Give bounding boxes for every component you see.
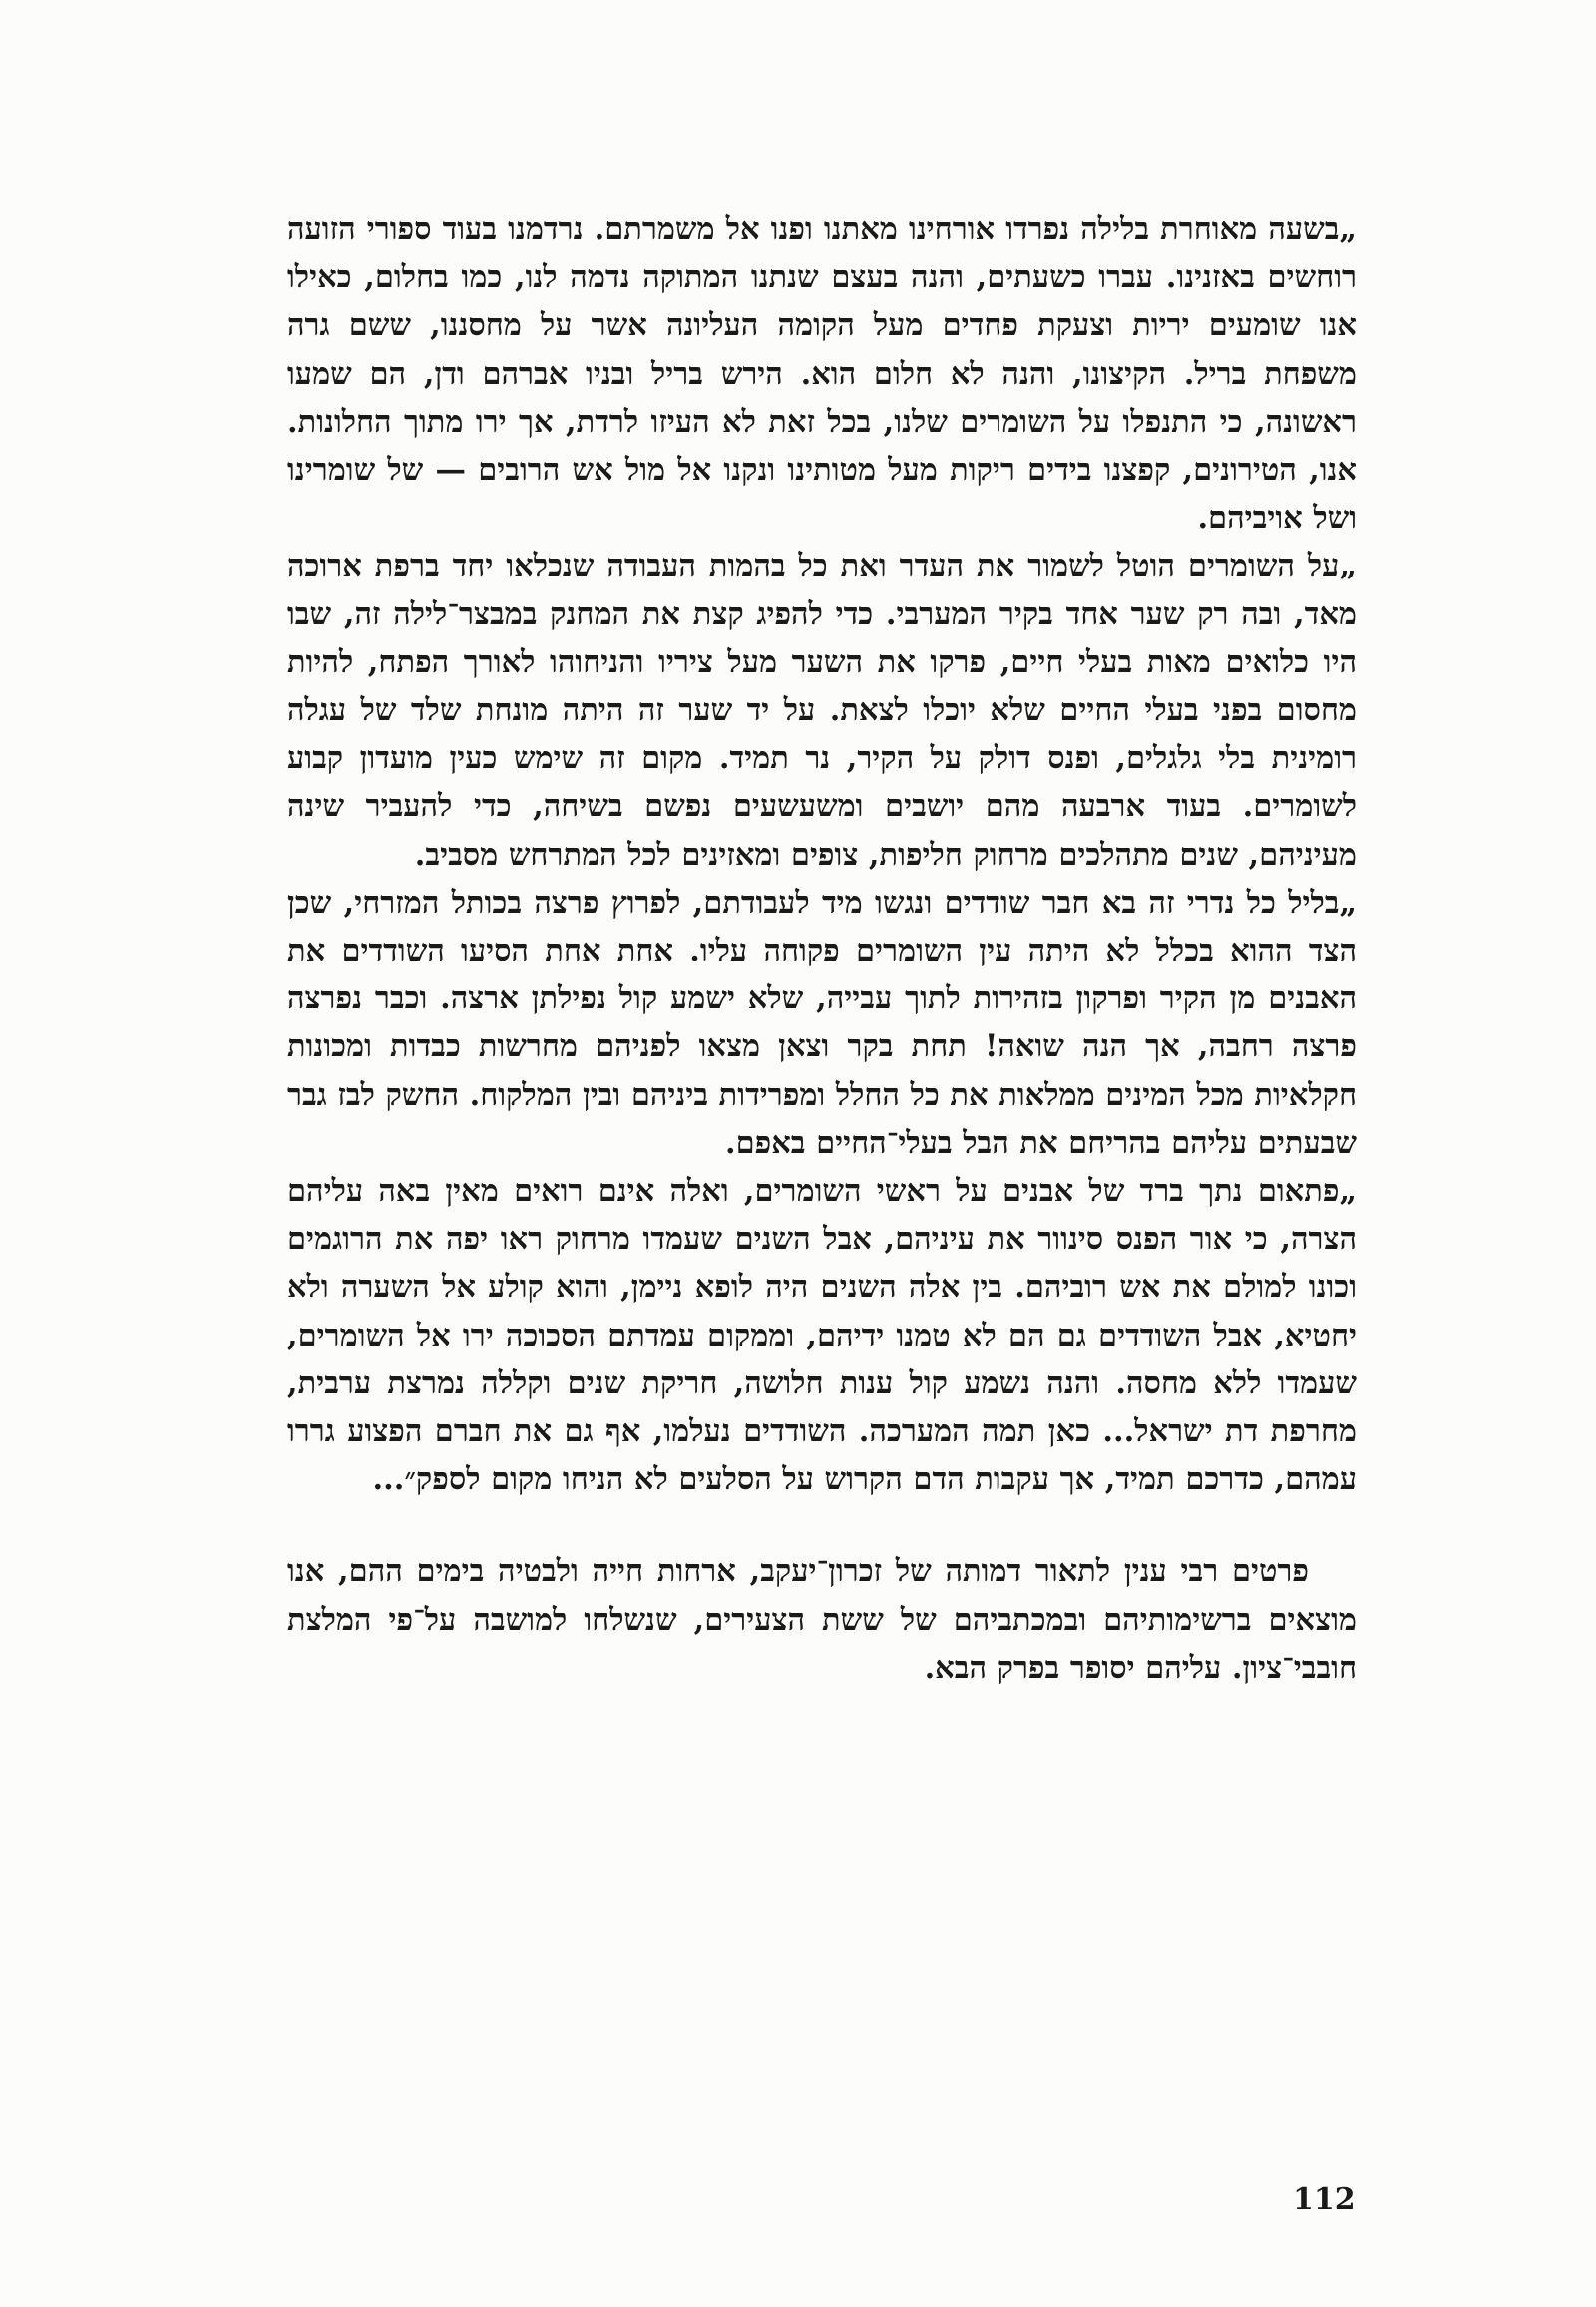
body-text xyxy=(287,205,1357,1692)
paragraph-kol-nidre-breach: „בליל כל נדרי זה בא חבר שודדים ונגשו מיד לעבודתם, לפרוץ פרצה בכותל המזרחי, שכן הצד ההוא בכלל לא היתה עין השומרים פקוחה עליו. אחת אחת הסיעו השודדים את האבנים מן הקיר ופרקון בזהירות לתוך עבייה, שלא ישמע קול נפילתן ארצה. וכבר נפרצה פרצה רחבה, אך הנה שואה! תחת בקר וצאן מצאו לפניהם מחרשות כבדות ומכונות חקלאיות מכל המינים ממלאות את כל החלל ומפרידות ביניהם ובין המלקוח. החשק לבז גבר שבעתים עליהם בהריחם את הבל בעלי־החיים באפם. xyxy=(287,884,1357,1161)
paragraph-night-attack: „בשעה מאוחרת בלילה נפרדו אורחינו מאתנו ופנו אל משמרתם. נרדמנו בעוד ספורי הזועה רוחשים באזנינו. עברו כשעתים, והנה בעצם שנתנו המתוקה נדמה לנו, כמו בחלום, כאילו אנו שומעים יריות וצעקת פחדים מעל הקומה העליונה אשר על מחסננו, ששם גרה משפחת בריל. הקיצונו, והנה לא חלום הוא. הירש בריל ובניו אברהם ודן, הם שמעו ראשונה, כי התנפלו על השומרים שלנו, בכל זאת לא העיזו לרדת, אך ירו מתוך החלונות. אנו, הטירונים, קפצנו בידים ריקות מעל מטותינו ונקנו אל מול אש הרובים — של שומרינו ושל אויביהם. xyxy=(287,211,1357,537)
paragraph-stone-hail: „פתאום נתך ברד של אבנים על ראשי השומרים, ואלה אינם רואים מאין באה עליהם הצרה, כי אור הפנס סינוור את עיניהם, אבל השנים שעמדו מרחוק ראו יפה את הרוגמים וכונו למולם את אש רוביהם. בין אלה השנים היה לופא ניימן, והוא קולע אל השערה ולא יחטיא, אבל השודדים גם הם לא טמנו ידיהם, וממקום עמדתם הסכוכה ירו אל השומרים, שעמדו ללא מחסה. והנה נשמע קול ענות חלושה, חריקת שנים וקללה נמרצת ערבית, מחרפת דת ישראל... כאן תמה המערכה. השודדים נעלמו, אף גם את חברם הפצוע גררו עמהם, כדרכם תמיד, אך עקבות הדם הקרוש על הסלעים לא הניחו מקום לספק״... xyxy=(287,1173,1358,1498)
paragraph-guards-barn: „על השומרים הוטל לשמור את העדר ואת כל בהמות העבודה שנכלאו יחד ברפת ארוכה מאד, ובה רק שער אחד בקיר המערבי. כדי להפיג קצת את המחנק במבצר־לילה זה, שבו היו כלואים מאות בעלי חיים, פרקו את השער מעל ציריו והניחוהו לאורך הפתח, להיות מחסום בפני בעלי החיים שלא יוכלו לצאת. על יד שער זה היתה מונחת שלד של עגלה רומינית בלי גלגלים, ופנס דולק על הקיר, נר תמיד. מקום זה שימש כעין מועדון קבוע לשומרים. בעוד ארבעה מהם יושבים ומשעשעים נפשם בשיחה, כדי להעביר שינה מעיניהם, שנים מתהלכים מרחוק חליפות, צופים ומאזינים לכל המתרחש מסביב. xyxy=(287,548,1357,873)
page-number: 112 xyxy=(1293,2182,1356,2217)
paragraph-closing: פרטים רבי ענין לתאור דמותה של זכרון־יעקב, ארחות חייה ולבטיה בימים ההם, אנו מוצאים ברשימותיהם ובמכתביהם של ששת הצעירים, שנשלחו למושבה על־פי המלצת חובבי־ציון. עליהם יסופר בפרק הבא. xyxy=(287,1553,1357,1686)
